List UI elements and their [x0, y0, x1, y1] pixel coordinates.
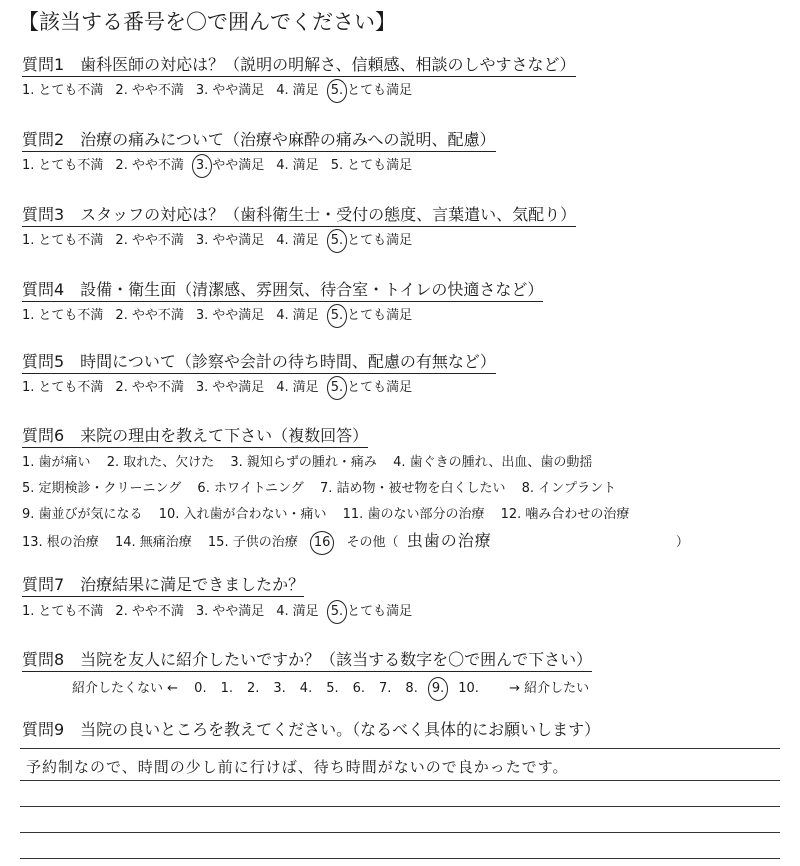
scale-option-number: 1.	[22, 83, 35, 98]
scale-option-number: 2.	[115, 158, 128, 173]
scale-option-text: とても満足	[347, 158, 413, 173]
scale-option-number: 2.	[115, 233, 128, 248]
question-1-options	[22, 82, 424, 100]
scale-option	[196, 308, 264, 323]
scale-option	[331, 83, 412, 98]
question-9-label: 質問9 当院の良いところを教えてください。（なるべく具体的にお願いします）	[22, 720, 601, 739]
scale-option-number: 5.	[330, 158, 344, 173]
reason-option: 4. 歯ぐきの腫れ、出血、歯の動揺	[393, 455, 593, 470]
scale-numbers	[194, 681, 493, 696]
recommend-score: 1.	[220, 681, 233, 696]
scale-option-number: 1.	[22, 308, 35, 323]
scale-option-number: 5.	[330, 604, 344, 619]
scale-option-number: 1.	[22, 233, 35, 248]
reason-option: 12. 噛み合わせの治療	[500, 507, 630, 522]
recommend-score: 5.	[326, 681, 339, 696]
scale-option-number: 2.	[115, 83, 128, 98]
scale-option-text: とても満足	[347, 308, 413, 323]
answer-line	[20, 780, 780, 781]
reason-option: 11. 歯のない部分の治療	[342, 507, 485, 522]
scale-option	[196, 158, 264, 173]
question-4-options	[22, 307, 424, 325]
scale-option-text: やや満足	[212, 158, 265, 173]
scale-option-text: 満足	[292, 83, 319, 98]
scale-option-number: 3.	[195, 604, 209, 619]
scale-option-number: 2.	[115, 308, 128, 323]
answer-line	[20, 806, 780, 807]
scale-option-number: 3.	[195, 158, 209, 173]
scale-option-text: 満足	[292, 233, 319, 248]
scale-option-number: 1.	[22, 158, 35, 173]
scale-option	[22, 158, 103, 173]
scale-option	[22, 380, 103, 395]
scale-option-text: とても不満	[38, 158, 104, 173]
scale-option-number: 2.	[115, 380, 128, 395]
scale-option	[196, 83, 264, 98]
scale-option-number: 4.	[276, 158, 289, 173]
scale-option-text: やや満足	[212, 308, 265, 323]
scale-option	[22, 604, 103, 619]
scale-option-text: やや不満	[131, 380, 184, 395]
scale-option-number: 4.	[276, 308, 289, 323]
scale-option-text: やや満足	[212, 233, 265, 248]
question-3-label: 質問3 スタッフの対応は？（歯科衛生士・受付の態度、言葉遣い、気配り）	[22, 205, 576, 227]
reason-option: 6. ホワイトニング	[197, 481, 304, 496]
scale-option	[331, 233, 412, 248]
reason-option: 14. 無痛治療	[114, 535, 192, 550]
question-6-row-2	[22, 480, 628, 498]
scale-option	[276, 158, 318, 173]
scale-option-text: 満足	[292, 380, 319, 395]
reason-option: 2. 取れた、欠けた	[106, 455, 215, 470]
scale-option-text: とても不満	[38, 380, 104, 395]
scale-option	[196, 604, 264, 619]
scale-right-label: → 紹介したい	[509, 681, 590, 696]
question-6-row-1	[22, 454, 604, 472]
scale-option-text: やや不満	[131, 83, 184, 98]
question-5-options	[22, 379, 424, 397]
scale-option-number: 1.	[22, 604, 35, 619]
scale-option	[331, 604, 412, 619]
form-title: 【該当する番号を〇で囲んでください】	[18, 10, 396, 34]
question-5-label: 質問5 時間について（診察や会計の待ち時間、配慮の有無など）	[22, 352, 496, 374]
question-8-scale	[72, 680, 601, 698]
reason-option: 13. 根の治療	[22, 535, 99, 550]
scale-option-text: とても不満	[38, 604, 104, 619]
scale-option-text: やや不満	[131, 308, 184, 323]
question-1-label: 質問1 歯科医師の対応は？（説明の明解さ、信頼感、相談のしやすさなど）	[22, 55, 576, 77]
scale-option	[331, 380, 412, 395]
scale-option	[196, 380, 264, 395]
scale-option	[115, 83, 183, 98]
scale-option-text: やや満足	[212, 380, 265, 395]
question-2-options	[22, 157, 424, 175]
recommend-score: 10.	[458, 681, 479, 696]
scale-option-text: 満足	[292, 308, 319, 323]
question-7-label: 質問7 治療結果に満足できましたか？	[22, 575, 304, 597]
scale-option	[276, 233, 318, 248]
question-6-row-4	[22, 532, 701, 552]
scale-option	[276, 604, 318, 619]
scale-option-text: やや不満	[131, 233, 184, 248]
scale-option-number: 2.	[115, 604, 128, 619]
scale-option-text: とても不満	[38, 83, 104, 98]
answer-line	[20, 832, 780, 833]
reason-option-circled: 16	[313, 535, 331, 550]
scale-option	[115, 604, 183, 619]
recommend-score: 6.	[352, 681, 366, 696]
scale-option-number: 3.	[195, 380, 209, 395]
scale-option	[276, 83, 318, 98]
reason-option: 5. 定期検診・クリーニング	[22, 481, 182, 496]
scale-option-text: やや満足	[212, 83, 265, 98]
reason-option: 10. 入れ歯が合わない・痛い	[158, 507, 327, 522]
scale-option-text: やや満足	[212, 604, 265, 619]
recommend-score: 8.	[405, 681, 418, 696]
scale-option-number: 5.	[330, 83, 344, 98]
recommend-score: 7.	[379, 681, 392, 696]
scale-option	[276, 380, 318, 395]
answer-line	[20, 748, 780, 749]
reason-option: 9. 歯並びが気になる	[22, 507, 143, 522]
reason-option: 8. インプラント	[521, 481, 617, 496]
scale-left-label: 紹介したくない ←	[72, 681, 179, 696]
scale-option	[115, 158, 183, 173]
question-3-options	[22, 232, 424, 250]
scale-option	[115, 308, 183, 323]
scale-option	[331, 158, 412, 173]
scale-option-number: 3.	[195, 83, 209, 98]
other-handwritten-answer: 虫歯の治療	[406, 531, 492, 550]
scale-option-number: 4.	[276, 604, 289, 619]
scale-option	[22, 83, 103, 98]
scale-option-number: 4.	[276, 380, 289, 395]
reason-option: 1. 歯が痛い	[22, 455, 91, 470]
scale-option	[22, 308, 103, 323]
scale-option-text: とても満足	[347, 83, 413, 98]
question-9-handwritten-answer: 予約制なので、時間の少し前に行けば、待ち時間がないので良かったです。	[26, 758, 569, 776]
question-8-label: 質問8 当院を友人に紹介したいですか？（該当する数字を〇で囲んで下さい）	[22, 650, 592, 672]
scale-option-number: 5.	[330, 308, 344, 323]
scale-option-number: 4.	[276, 233, 289, 248]
scale-option-number: 5.	[330, 380, 344, 395]
recommend-score: 3.	[273, 681, 286, 696]
question-4-label: 質問4 設備・衛生面（清潔感、雰囲気、待合室・トイレの快適さなど）	[22, 280, 543, 302]
scale-option-text: やや不満	[131, 158, 184, 173]
scale-option-number: 5.	[330, 233, 344, 248]
scale-option-text: 満足	[292, 158, 319, 173]
scale-option-text: 満足	[292, 604, 319, 619]
scale-option	[276, 308, 318, 323]
answer-line	[20, 858, 780, 859]
scale-option-text: やや不満	[131, 604, 184, 619]
question-2-label: 質問2 治療の痛みについて（治療や麻酔の痛みへの説明、配慮）	[22, 130, 496, 152]
recommend-score: 2.	[246, 681, 260, 696]
reason-option: 7. 詰め物・被せ物を白くしたい	[319, 481, 506, 496]
scale-option-text: とても満足	[347, 233, 413, 248]
question-6-row-3	[22, 506, 641, 524]
scale-option-number: 4.	[276, 83, 289, 98]
reason-option: 3. 親知らずの腫れ・痛み	[230, 455, 377, 470]
question-6-label: 質問6 来院の理由を教えて下さい（複数回答）	[22, 426, 368, 448]
other-label: その他（	[346, 535, 399, 550]
other-close: ）	[675, 535, 689, 550]
scale-option-text: とても不満	[38, 233, 104, 248]
scale-option-text: とても満足	[347, 380, 413, 395]
recommend-score: 4.	[299, 681, 313, 696]
scale-option	[331, 308, 412, 323]
scale-option-text: とても不満	[38, 308, 104, 323]
recommend-score: 9.	[431, 681, 445, 696]
scale-option-number: 3.	[195, 308, 209, 323]
scale-option-number: 1.	[22, 380, 35, 395]
scale-option	[115, 380, 183, 395]
scale-option-text: とても満足	[347, 604, 413, 619]
recommend-score: 0.	[194, 681, 207, 696]
question-7-options	[22, 603, 424, 621]
scale-option	[22, 233, 103, 248]
scale-option	[196, 233, 264, 248]
reason-option: 15. 子供の治療	[207, 535, 298, 550]
scale-option-number: 3.	[195, 233, 209, 248]
scale-option	[115, 233, 183, 248]
